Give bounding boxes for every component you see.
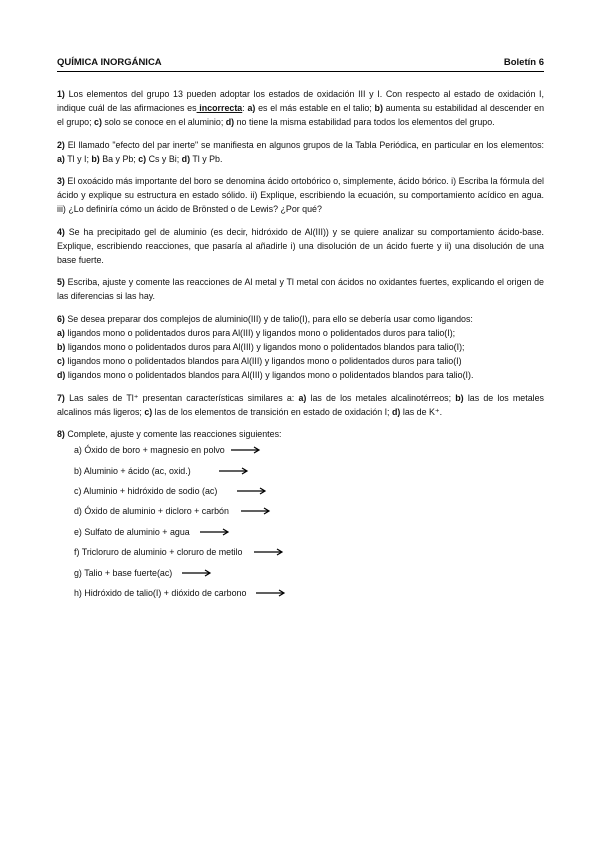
question-2: 2) El llamado "efecto del par inerte" se manifiesta en algunos grupos de la Tabla Periódica, en particular en los elementos: a) Tl y I; b) Ba y Pb; c) Cs y Bi; d) Tl y Pb.	[57, 139, 544, 164]
question-number: 5)	[57, 277, 65, 288]
reaction-list	[74, 443, 544, 606]
reaction-item: c) Aluminio + hidróxido de sodio (ac)	[74, 484, 544, 504]
question-number: 8)	[57, 429, 65, 440]
option-a: a) ligandos mono o polidentados duros para Al(III) y ligandos mono o polidentados duros para talio(I);	[57, 327, 456, 338]
reaction-item: d) Óxido de aluminio + dicloro + carbón	[74, 504, 544, 524]
question-5: 5) Escriba, ajuste y comente las reacciones de Al metal y Tl metal con ácidos no oxidantes fuertes, explicando el origen de las diferencias si las hay.	[57, 277, 544, 302]
reaction-item: e) Sulfato de aluminio + agua	[74, 525, 544, 545]
option-c: c) ligandos mono o polidentados blandos para Al(III) y ligandos mono o polidentados duros para talio(I)	[57, 356, 462, 367]
question-8	[57, 427, 544, 606]
right-arrow-icon	[254, 548, 284, 556]
option-b: b) ligandos mono o polidentados duros para Al(III) y ligandos mono o polidentados blandos para talio(I);	[57, 342, 465, 353]
question-1: 1) Los elementos del grupo 13 pueden adoptar los estados de oxidación III y I. Con respecto al estado de oxidación I, indique cuál de las afirmaciones es incorrecta: a) es el más estable en el talio; b) aumenta su estabilidad al descender en el grupo; c) solo se conoce en el aluminio; d) no tiene la misma estabilidad para todos los elementos del grupo.	[57, 89, 544, 128]
right-arrow-icon	[200, 528, 230, 536]
question-number: 3)	[57, 176, 65, 187]
right-arrow-icon	[237, 487, 267, 495]
question-6	[57, 312, 544, 383]
question-3: 3) El oxoácido más importante del boro se denomina ácido ortobórico o, simplemente, ácido bórico. i) Escriba la fórmula del ácido y explique su estructura en estado sólido. ii) Explique, escribiendo la ecuación, su comportamiento acídico en agua. iii) ¿Lo definiría cómo un ácido de Brönsted o de Lewis? ¿Por qué?	[57, 176, 544, 215]
reaction-item: h) Hidróxido de talio(I) + dióxido de carbono	[74, 586, 544, 606]
question-list	[57, 87, 544, 614]
reaction-item: g) Talio + base fuerte(ac)	[74, 566, 544, 586]
right-arrow-icon	[256, 589, 286, 597]
option-d: d) ligandos mono o polidentados blandos para Al(III) y ligandos mono o polidentados blandos para talio(I).	[57, 370, 474, 381]
reaction-item: f) Tricloruro de aluminio + cloruro de metilo	[74, 545, 544, 565]
right-arrow-icon	[182, 569, 212, 577]
question-7: 7) Las sales de Tl⁺ presentan características similares a: a) las de los metales alcalinotérreos; b) las de los metales alcalinos más ligeros; c) las de los elementos de transición en estado de oxidación I; d) las de K⁺.	[57, 392, 544, 417]
underlined-word: incorrecta	[196, 103, 243, 114]
header-divider	[57, 71, 544, 72]
question-number: 6)	[57, 313, 65, 324]
page-header	[57, 57, 544, 71]
question-number: 1)	[57, 89, 65, 99]
question-number: 2)	[57, 139, 65, 150]
bulletin-label: Boletín 6	[503, 57, 544, 68]
question-6-stem: 6) Se desea preparar dos complejos de aluminio(III) y de talio(I), para ello se debería usar como ligandos:	[57, 313, 473, 324]
question-8-stem: 8) Complete, ajuste y comente las reacciones siguientes:	[57, 429, 282, 440]
course-title: QUÍMICA INORGÁNICA	[57, 57, 162, 68]
right-arrow-icon	[219, 467, 249, 475]
right-arrow-icon	[241, 507, 271, 515]
question-number: 7)	[57, 392, 65, 403]
reaction-item: b) Aluminio + ácido (ac, oxid.)	[74, 464, 544, 484]
question-number: 4)	[57, 226, 65, 237]
right-arrow-icon	[231, 446, 261, 454]
question-4: 4) Se ha precipitado gel de aluminio (es decir, hidróxido de Al(III)) y se quiere analizar su comportamiento ácido-base. Explique, escribiendo reacciones, que pasaría al añadirle i) una disolución de un ácido fuerte y ii) una disolución de una base fuerte.	[57, 226, 544, 266]
reaction-item: a) Óxido de boro + magnesio en polvo	[74, 443, 544, 463]
